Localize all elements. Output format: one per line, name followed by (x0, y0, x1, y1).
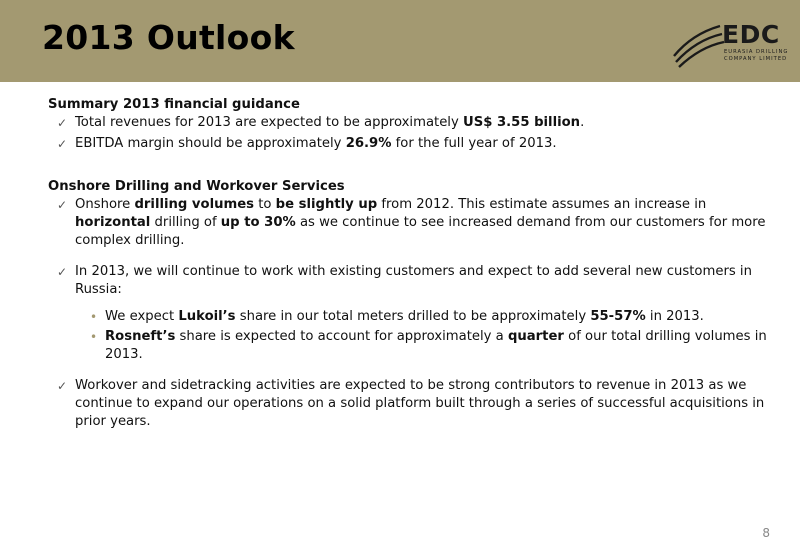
text: share is expected to account for approximately a (175, 329, 508, 344)
check-icon: ✓ (57, 137, 68, 151)
bullet-ebitda (48, 135, 770, 153)
slide-title: 2013 Outlook (42, 18, 295, 57)
logo-wordmark: EDC (722, 20, 780, 49)
text: We expect (105, 309, 179, 324)
bullet-customers (48, 263, 770, 299)
bullet-dot-icon: • (90, 330, 98, 344)
logo-swoosh-3 (679, 42, 724, 67)
edc-logo-mark (672, 16, 792, 70)
slide-body (48, 96, 770, 431)
text: Workover and sidetracking activities are expected to be strong contributors to revenue in 2013 as we continue to expand our operations on a solid platform built through a series of successful acquisitions in prior years. (75, 378, 765, 429)
text: for the full year of 2013. (391, 136, 557, 151)
text: from 2012. This estimate assumes an increase in (377, 197, 707, 212)
highlight: Lukoil’s (178, 309, 236, 324)
text: share in our total meters drilled to be approximately (235, 309, 591, 324)
sub-bullet-lukoil (48, 308, 770, 326)
highlight: Rosneft’s (105, 329, 176, 344)
check-icon: ✓ (57, 379, 68, 393)
text: In 2013, we will continue to work with existing customers and expect to add several new customers in Russia: (75, 264, 752, 297)
bullet-revenue (48, 114, 770, 132)
text: to (254, 197, 276, 212)
section-heading-drilling: Onshore Drilling and Workover Services (48, 179, 345, 194)
bullet-dot-icon: • (90, 310, 98, 324)
highlight: horizontal (75, 215, 151, 230)
text: . (580, 115, 585, 130)
text: drilling of (150, 215, 221, 230)
check-icon: ✓ (57, 265, 68, 279)
check-icon: ✓ (57, 198, 68, 212)
text: Total revenues for 2013 are expected to be approximately (75, 115, 463, 130)
highlight: up to 30% (220, 215, 296, 230)
highlight: drilling volumes (134, 197, 255, 212)
header-band (0, 0, 800, 82)
text: EBITDA margin should be approximately (75, 136, 346, 151)
edc-logo (672, 16, 792, 70)
logo-subtext-1: EURASIA DRILLING (724, 49, 789, 55)
bullet-drilling-volumes (48, 196, 770, 250)
logo-swoosh-1 (674, 26, 720, 56)
highlight: be slightly up (275, 197, 378, 212)
highlight: US$ 3.55 billion (462, 115, 581, 130)
page-number: 8 (762, 526, 770, 540)
highlight: quarter (507, 329, 564, 344)
text: of our total drilling volumes in 2013. (105, 329, 767, 362)
logo-subtext-2: COMPANY LIMITED (724, 56, 788, 62)
highlight: 55-57% (590, 309, 646, 324)
text: as we continue to see increased demand from our customers for more complex drilling. (75, 215, 766, 248)
check-icon: ✓ (57, 116, 68, 130)
text: in 2013. (645, 309, 704, 324)
sub-bullet-rosneft (48, 328, 770, 364)
section-heading-financial: Summary 2013 financial guidance (48, 97, 300, 112)
highlight: 26.9% (345, 136, 392, 151)
bullet-workover (48, 377, 770, 431)
text: Onshore (75, 197, 135, 212)
